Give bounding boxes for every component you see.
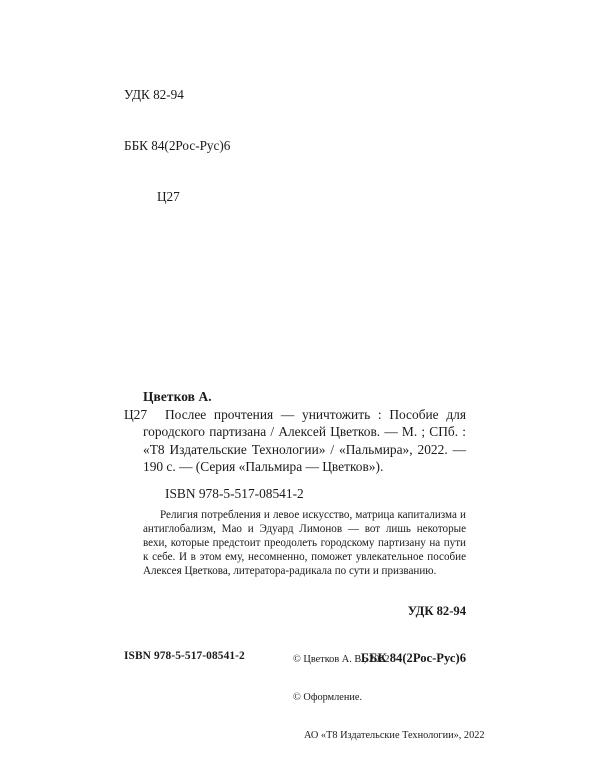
biblio-body (124, 406, 466, 475)
copyright-design: © Оформление. (293, 691, 363, 703)
bbk-code-bottom: ББК 84(2Рос-Рус)6 (360, 650, 466, 665)
biblio-shelfmark: Ц27 (124, 407, 148, 423)
isbn-bottom: ISBN 978-5-517-08541-2 (124, 650, 245, 662)
copyright-author: © Цветков А. В., 2022 (293, 654, 390, 666)
biblio-author-heading: Цветков А. (143, 389, 212, 404)
udk-code-top: УДК 82-94 (124, 87, 184, 102)
author-code-top: Ц27 (157, 189, 180, 204)
biblio-isbn: ISBN 978-5-517-08541-2 (165, 486, 304, 502)
classification-block-top (124, 52, 230, 239)
udk-code-bottom: УДК 82-94 (407, 604, 466, 619)
bibliographic-record (124, 388, 466, 502)
copyright-publisher: АО «Т8 Издательские Технологии», 2022 (304, 729, 485, 741)
annotation-paragraph: Религия потребления и левое искусство, матрица капитализма и антиглобализм, Мао и Эдуард Лимонов — вот лишь некоторые вехи, которые предстоит преодолеть городскому партизану на пути к себе. И в этом ему, несомненно, поможет увлекательное пособие Алексея Цветкова, литератора-радикала по сути и призванию. (143, 509, 466, 578)
bbk-code-top: ББК 84(2Рос-Рус)6 (124, 138, 231, 153)
copyright-block (293, 629, 485, 768)
biblio-description: Послее прочтения — уничтожить : Пособие для городского партизана / Алексей Цветков. — М. ; СПб. : «Т8 Издательские Технологии» / «Пальмира», 2022. — 190 с. — (Серия «Пальмира — Цветков»). (143, 407, 466, 474)
